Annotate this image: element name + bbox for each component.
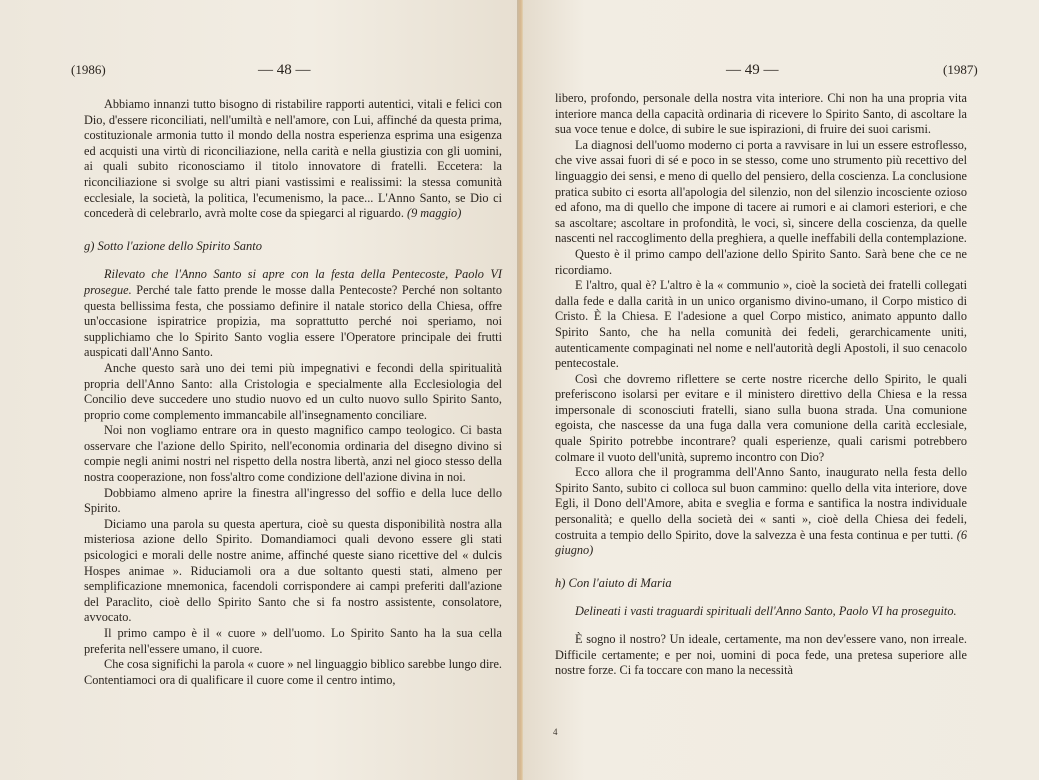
intro-paragraph: Delineati i vasti traguardi spirituali dell'Anno Santo, Paolo VI ha proseguito. bbox=[575, 604, 957, 619]
paragraph: Così che dovremo riflettere se certe nostre ricerche dello Spirito, le quali preferiscono isolarsi per evitare e il ministero direttivo della Chiesa e la ressa impersonale di sconosciuti fratelli, siano sulla buona strada. Una comunione egoista, che nascesse da una fuga dalla vera comunione della carità ecclesiale, quale Spirito potrebbe incontrare? quali esperienze, quali carismi potrebbero colmare il vuoto dell'unità, supremo incontro con Dio? bbox=[555, 371, 967, 464]
section-heading: g) Sotto l'azione dello Spirito Santo bbox=[84, 238, 263, 253]
paragraph: Abbiamo innanzi tutto bisogno di ristabilire rapporti autentici, vitali e felici con Dio, d'essere riconciliati, nell'umiltà e nell'amore, con Lui, affinché da questa prima, costituzionale armonia tutto il mondo della nostra esperienza esprima una esigenza ed acquisti una virtù di riconciliazione, nella carità e nella giustizia con gli uomini, ai quali subito riconosciamo il titolo innovatore di fratelli. Eccetera: la riconciliazione si svolge su altri piani vastissimi e realissimi: la stessa comunità ecclesiale, la società, la politica, l'ecumenismo, la pace... L'Anno Santo, se Dio ci concederà di celebrarlo, avrà molte cose da spiegarci al riguardo. (9 maggio) bbox=[84, 97, 502, 221]
page-year: (1986) bbox=[71, 62, 106, 77]
paragraph: Dobbiamo almeno aprire la finestra all'ingresso del soffio e della luce dello Spirito. bbox=[84, 485, 502, 516]
page-number: — 49 — bbox=[726, 62, 779, 78]
left-page bbox=[0, 0, 519, 780]
intro-paragraph: Rilevato che l'Anno Santo si apre con la festa della Pentecoste, Paolo VI prosegue. Perché tale fatto prende le mosse dalla Pentecoste? Perché non soltanto questa bellissima festa, che possiamo definire il natale storico della Chiesa, offre un'occasione ispiratrice propizia, ma soprattutto perché noi speriamo, noi supplichiamo che lo Spirito Santo voglia essere l'Operatore principale dei frutti auspicati dall'Anno Santo. bbox=[84, 267, 502, 360]
page-year: (1987) bbox=[943, 62, 978, 77]
right-page bbox=[523, 0, 1039, 780]
section-heading: h) Con l'aiuto di Maria bbox=[555, 575, 672, 590]
date-note: (6 giugno) bbox=[555, 527, 967, 558]
signature-mark: 4 bbox=[553, 727, 558, 737]
paragraph: Questo è il primo campo dell'azione dello Spirito Santo. Sarà bene che ce ne ricordiamo. bbox=[555, 246, 967, 277]
paragraph: Diciamo una parola su questa apertura, cioè su questa disponibilità nostra alla misteriosa azione dello Spirito. Domandiamoci quali devono essere gli stati psicologici e morali delle nostre anime, affinché queste siano ricettive del « dulcis Hospes animae ». Riduciamoli ora a due soltanto questi stati, almeno per semplificazione mnemonica, facendoli corrispondere ai campi preferiti dall'azione del Paraclito, cioè dello Spirito Santo che si fa nostro assistente, consolatore, avvocato. bbox=[84, 516, 502, 625]
left-page-text bbox=[84, 97, 502, 688]
paragraph: È sogno il nostro? Un ideale, certamente, ma non dev'essere vano, non irreale. Difficile certamente; e per noi, uomini di poca fede, una pretesa superiore alle nostre forze. Ci fa toccare con mano la necessità bbox=[555, 632, 967, 678]
paragraph: Ecco allora che il programma dell'Anno Santo, inaugurato nella festa dello Spirito Santo, subito ci colloca sul buon cammino: quello della vita interiore, dove Egli, il Dono dell'Amore, abita e sveglia e forma e santifica la nostra individuale personalità; e quello della società dei « santi », cioè della Chiesa dei fedeli, costruita a tempio dello Spirito, dove la salvezza è una festa continua e per tutti. (6 giugno) bbox=[555, 465, 967, 558]
paragraph: Noi non vogliamo entrare ora in questo magnifico campo teologico. Ci basta osservare che l'azione dello Spirito, nell'economia ordinaria del disegno divino si compie negli animi nostri nel rispetto della nostra libertà, anzi nel gioco stesso della nostra cooperazione, non foss'altro come condizione dell'azione divina in noi. bbox=[84, 423, 502, 485]
paragraph: La diagnosi dell'uomo moderno ci porta a ravvisare in lui un essere estroflesso, che vive assai fuori di sé e poco in se stesso, come uno strumento più recettivo del linguaggio dei sensi, e meno di quello del pensiero, della coscienza. La conclusione pratica subito ci esorta all'apologia del silenzio, non del silenzio incosciente ozioso ed afono, ma di quello che impone di tacere ai rumori e ai clamori esteriori, e che sa ascoltare; ascoltare in profondità, le voci, sì, sincere della coscienza, da quelle nascenti nel raccoglimento della preghiera, a quelle ineffabili della contemplazione. bbox=[555, 137, 967, 246]
paragraph: Il primo campo è il « cuore » dell'uomo. Lo Spirito Santo ha la sua cella preferita nell'essere umano, il cuore. bbox=[84, 626, 502, 656]
paragraph: Anche questo sarà uno dei temi più impegnativi e fecondi della spiritualità propria dell'Anno Santo: alla Cristologia e specialmente alla Ecclesiologia del Concilio deve succedere uno studio nuovo ed un culto nuovo sullo Spirito Santo, proprio come complemento immancabile all'insegnamento conciliare. bbox=[84, 360, 502, 422]
right-page-text bbox=[555, 91, 967, 679]
page-number: — 48 — bbox=[258, 62, 311, 78]
paragraph: E l'altro, qual è? L'altro è la « communio », cioè la società dei fratelli collegati dalla fede e dalla carità in un unico organismo divino-umano, il Corpo mistico di Cristo. È la Chiesa. E l'adesione a quel Corpo mistico, animato appunto dallo Spirito Santo, che ha nella comunità dei fedeli, gerarchicamente uniti, autenticamente compaginati nel nome e nell'autorità degli Apostoli, il suo cenacolo pentecostale. bbox=[555, 278, 967, 371]
intro-italic: Rilevato che l'Anno Santo si apre con la festa della Pentecoste, Paolo VI prosegue. bbox=[84, 267, 502, 297]
paragraph: Che cosa significhi la parola « cuore » nel linguaggio biblico sarebbe lungo dire. Contentiamoci ora di qualificare il cuore come il centro intimo, bbox=[84, 657, 502, 687]
paragraph: libero, profondo, personale della nostra vita interiore. Chi non ha una propria vita interiore manca della capacità ordinaria di ricevere lo Spirito Santo, di ascoltare la sua voce tenue e dolce, di subire le sue ispirazioni, di fruire dei suoi carismi. bbox=[555, 91, 967, 137]
date-note: (9 maggio) bbox=[406, 206, 462, 221]
